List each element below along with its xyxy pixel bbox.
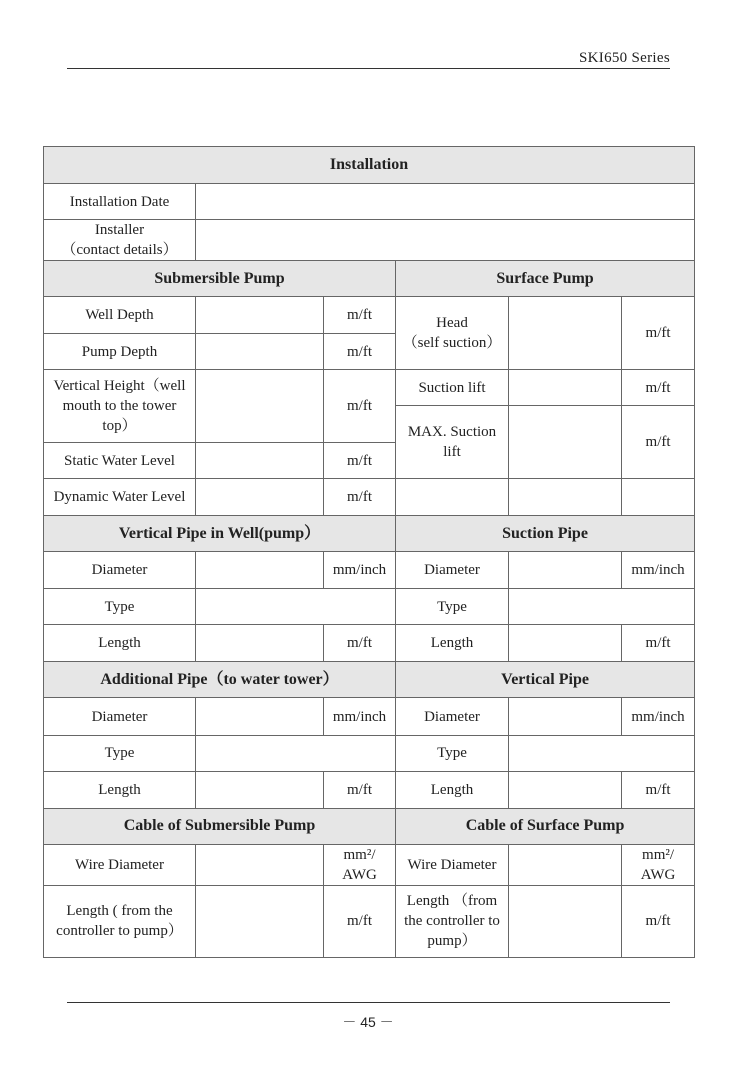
additional-pipe-diameter-field[interactable] — [196, 698, 324, 735]
installer-field[interactable] — [196, 220, 695, 261]
vertical-pipe-length-unit: m/ft — [622, 771, 695, 808]
static-water-level-field[interactable] — [196, 443, 324, 479]
additional-pipe-diameter-unit: mm/inch — [324, 698, 396, 735]
header-rule — [67, 68, 670, 69]
suction-lift-field[interactable] — [509, 370, 622, 406]
well-pipe-diameter-unit: mm/inch — [324, 552, 396, 589]
suction-lift-label: Suction lift — [396, 370, 509, 406]
surface-cable-length-label: Length （from the controller to pump） — [396, 885, 509, 957]
empty-cell — [622, 479, 695, 516]
vertical-pipe-diameter-field[interactable] — [509, 698, 622, 735]
pump-depth-label: Pump Depth — [44, 334, 196, 370]
max-suction-lift-unit: m/ft — [622, 406, 695, 479]
vertical-height-field[interactable] — [196, 370, 324, 443]
footer-rule — [67, 1002, 670, 1003]
unit-awg: AWG — [342, 866, 377, 883]
well-depth-field[interactable] — [196, 297, 324, 334]
head-label-sub: （self suction） — [402, 335, 502, 352]
well-depth-unit: m/ft — [324, 297, 396, 334]
vertical-pipe-type-label: Type — [396, 735, 509, 771]
dynamic-water-level-label: Dynamic Water Level — [44, 479, 196, 516]
surface-cable-length-field[interactable] — [509, 885, 622, 957]
max-suction-lift-field[interactable] — [509, 406, 622, 479]
additional-pipe-length-field[interactable] — [196, 771, 324, 808]
unit-mm2: mm²/ — [343, 846, 376, 863]
additional-pipe-type-label: Type — [44, 735, 196, 771]
well-pipe-diameter-label: Diameter — [44, 552, 196, 589]
head-field[interactable] — [509, 297, 622, 370]
empty-cell — [509, 479, 622, 516]
pump-depth-unit: m/ft — [324, 334, 396, 370]
installer-label — [44, 220, 196, 261]
vertical-height-unit: m/ft — [324, 370, 396, 443]
vertical-pipe-section-title: Vertical Pipe — [396, 662, 695, 698]
installation-date-label: Installation Date — [44, 184, 196, 220]
suction-pipe-diameter-field[interactable] — [509, 552, 622, 589]
well-pipe-length-field[interactable] — [196, 625, 324, 662]
additional-pipe-length-unit: m/ft — [324, 771, 396, 808]
sub-wire-diameter-field[interactable] — [196, 844, 324, 885]
sub-wire-diameter-unit — [324, 844, 396, 885]
installation-form-table — [43, 146, 695, 958]
additional-pipe-diameter-label: Diameter — [44, 698, 196, 735]
vertical-height-label: Vertical Height（well mouth to the tower top） — [44, 370, 196, 443]
additional-pipe-section-title: Additional Pipe（to water tower） — [44, 662, 396, 698]
pump-depth-field[interactable] — [196, 334, 324, 370]
sub-cable-length-label: Length ( from the controller to pump） — [44, 885, 196, 957]
suction-pipe-diameter-unit: mm/inch — [622, 552, 695, 589]
sub-wire-diameter-label: Wire Diameter — [44, 844, 196, 885]
sub-cable-length-field[interactable] — [196, 885, 324, 957]
additional-pipe-length-label: Length — [44, 771, 196, 808]
vertical-pipe-type-field[interactable] — [509, 735, 695, 771]
max-suction-lift-label: MAX. Suction lift — [396, 406, 509, 479]
surface-wire-diameter-label: Wire Diameter — [396, 844, 509, 885]
static-water-level-label: Static Water Level — [44, 443, 196, 479]
surface-cable-length-unit: m/ft — [622, 885, 695, 957]
suction-lift-unit: m/ft — [622, 370, 695, 406]
suction-pipe-length-unit: m/ft — [622, 625, 695, 662]
suction-pipe-type-field[interactable] — [509, 589, 695, 625]
head-label-text: Head — [436, 315, 468, 332]
suction-pipe-diameter-label: Diameter — [396, 552, 509, 589]
well-pipe-diameter-field[interactable] — [196, 552, 324, 589]
well-pipe-type-field[interactable] — [196, 589, 396, 625]
well-depth-label: Well Depth — [44, 297, 196, 334]
static-water-level-unit: m/ft — [324, 443, 396, 479]
installation-date-field[interactable] — [196, 184, 695, 220]
page-number: － 45 － — [342, 1014, 394, 1030]
unit-awg: AWG — [640, 866, 676, 883]
surface-pump-section-title: Surface Pump — [396, 261, 695, 297]
well-pipe-type-label: Type — [44, 589, 196, 625]
surface-wire-diameter-unit — [622, 844, 695, 885]
surface-wire-diameter-field[interactable] — [509, 844, 622, 885]
suction-pipe-section-title: Suction Pipe — [396, 516, 695, 552]
cable-surface-section-title: Cable of Surface Pump — [396, 808, 695, 844]
vertical-pipe-length-field[interactable] — [509, 771, 622, 808]
vertical-pipe-length-label: Length — [396, 771, 509, 808]
head-unit: m/ft — [622, 297, 695, 370]
installation-section-title: Installation — [44, 147, 695, 184]
cable-submersible-section-title: Cable of Submersible Pump — [44, 808, 396, 844]
head-label — [396, 297, 509, 370]
dynamic-water-level-field[interactable] — [196, 479, 324, 516]
installer-label-text: Installer — [94, 222, 145, 239]
unit-mm2: mm²/ — [642, 846, 675, 863]
installer-label-sub: （contact details） — [61, 242, 178, 259]
well-pipe-length-label: Length — [44, 625, 196, 662]
sub-cable-length-unit: m/ft — [324, 885, 396, 957]
vertical-pipe-diameter-label: Diameter — [396, 698, 509, 735]
header-series-title: SKI650 Series — [579, 50, 670, 66]
suction-pipe-type-label: Type — [396, 589, 509, 625]
vertical-pipe-diameter-unit: mm/inch — [622, 698, 695, 735]
vertical-pipe-in-well-section-title: Vertical Pipe in Well(pump） — [44, 516, 396, 552]
dynamic-water-level-unit: m/ft — [324, 479, 396, 516]
well-pipe-length-unit: m/ft — [324, 625, 396, 662]
suction-pipe-length-field[interactable] — [509, 625, 622, 662]
submersible-pump-section-title: Submersible Pump — [44, 261, 396, 297]
suction-pipe-length-label: Length — [396, 625, 509, 662]
empty-cell — [396, 479, 509, 516]
additional-pipe-type-field[interactable] — [196, 735, 396, 771]
